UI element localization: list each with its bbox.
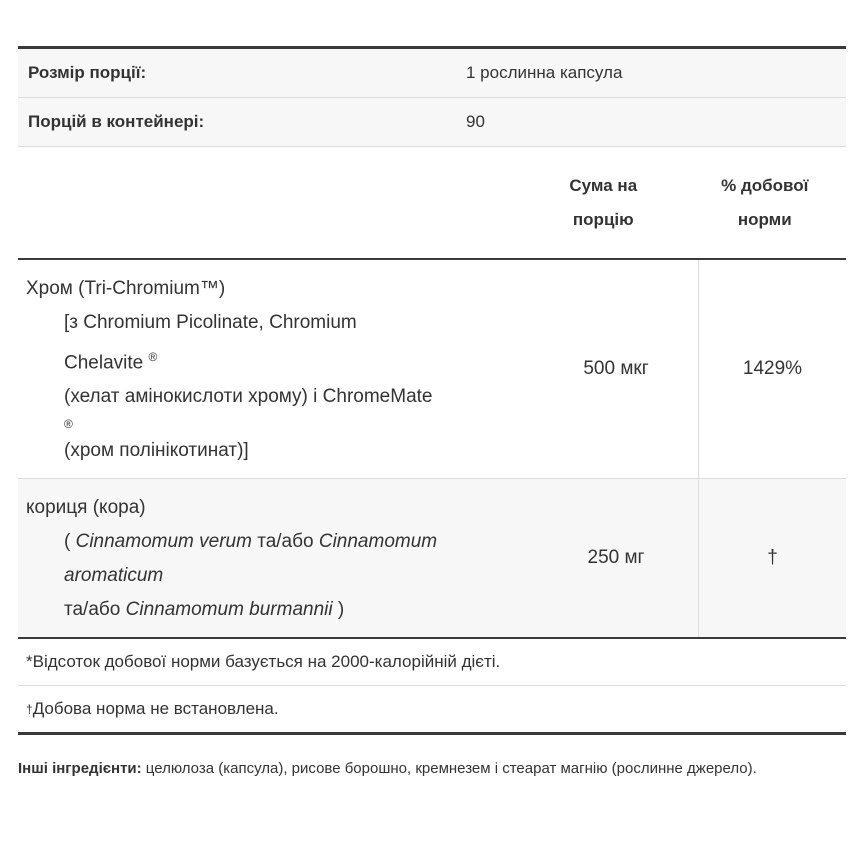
ingredient-daily-value: † xyxy=(698,479,846,637)
amount-header-line2: порцію xyxy=(572,209,634,229)
servings-per-container-row xyxy=(18,98,846,147)
ingredient-detail-line: Chelavite xyxy=(64,352,144,374)
close-paren: ) xyxy=(332,599,345,621)
latin-name: Cinnamomum verum xyxy=(75,531,252,553)
ingredient-detail-line: (хром полінікотинат)] xyxy=(64,440,249,462)
footnote-dagger-mark: † xyxy=(26,702,33,717)
ingredient-title: Хром (Tri-Chromium™) xyxy=(26,278,226,299)
serving-size-value: 1 рослинна капсула xyxy=(466,63,623,82)
daily-value-header xyxy=(684,169,846,237)
other-ingredients-text: целюлоза (капсула), рисове борошно, кремнезем і стеарат магнію (рослинне джерело). xyxy=(141,760,757,777)
ingredient-detail-line: (хелат амінокислоти хрому) і ChromeMate xyxy=(64,386,433,408)
servings-per-container-value: 90 xyxy=(466,112,485,131)
ingredient-title: кориця (кора) xyxy=(26,497,146,519)
open-paren: ( xyxy=(64,531,76,553)
ingredient-amount: 250 мг xyxy=(587,547,645,569)
ingredient-name xyxy=(18,260,534,478)
ingredient-detail xyxy=(26,306,526,468)
latin-name: Cinnamomum aromaticum xyxy=(64,531,438,587)
dv-header-line2: норми xyxy=(737,209,792,229)
amount-header-line1: Сума на xyxy=(569,175,638,195)
conjunction: та/або xyxy=(251,531,319,553)
latin-name: Cinnamomum burmannii xyxy=(125,599,333,621)
ingredient-row-chromium xyxy=(18,260,846,479)
registered-mark: ® xyxy=(148,350,158,364)
column-header-row xyxy=(18,147,846,258)
other-ingredients-label: Інші інгредієнти: xyxy=(18,760,142,777)
footnote-text: Добова норма не встановлена. xyxy=(32,699,279,719)
footnote-not-established xyxy=(18,686,846,732)
other-ingredients xyxy=(18,756,818,782)
dv-header-line1: % добової xyxy=(721,175,809,195)
ingredient-daily-value: 1429% xyxy=(698,260,846,478)
ingredient-amount: 500 мкг xyxy=(583,358,649,380)
ingredient-detail-line: [з Chromium Picolinate, Chromium xyxy=(64,312,357,333)
footnote-star-mark: * xyxy=(26,652,33,672)
footnote-daily-value-basis xyxy=(18,639,846,686)
servings-per-container-label: Порцій в контейнері: xyxy=(28,112,205,131)
serving-size-label: Розмір порції: xyxy=(28,63,147,82)
registered-mark: ® xyxy=(64,417,73,432)
ingredient-detail xyxy=(26,525,526,627)
serving-size-row xyxy=(18,49,846,98)
ingredient-name xyxy=(18,479,534,637)
amount-per-serving-header xyxy=(523,169,684,237)
supplement-facts-table xyxy=(18,46,846,735)
conjunction: та/або xyxy=(64,599,126,621)
bottom-rule xyxy=(18,732,846,735)
ingredient-row-cinnamon xyxy=(18,479,846,639)
footnote-text: Відсоток добової норми базується на 2000-калорійній дієті. xyxy=(32,652,501,672)
